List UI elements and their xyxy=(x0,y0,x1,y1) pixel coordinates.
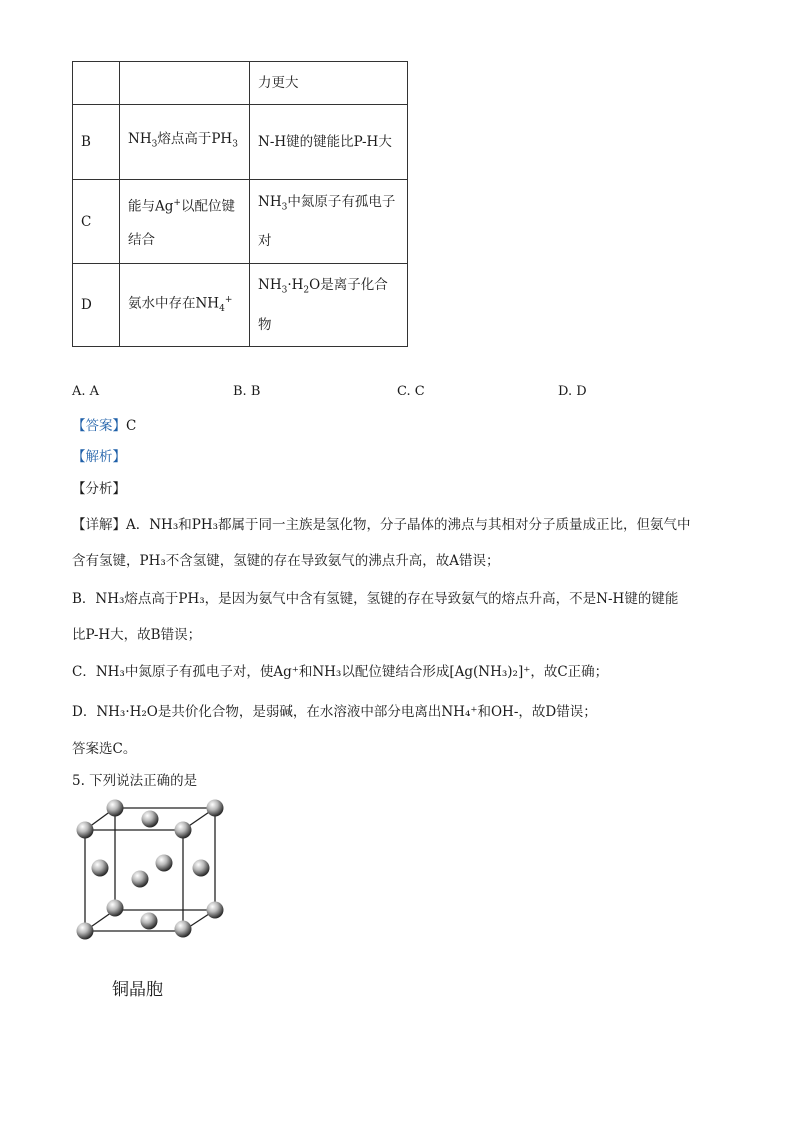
answer-choices xyxy=(72,384,672,402)
atom xyxy=(175,921,192,938)
choice-c: C. C xyxy=(397,384,425,399)
table-row xyxy=(73,62,408,105)
table-row xyxy=(73,264,408,347)
detail-line-1: 【详解】A．NH₃和PH₃都属于同一主族是氢化物，分子晶体的沸点与其相对分子质量成正比，但氨气中 xyxy=(72,517,691,533)
detail-line-6: D．NH₃·H₂O是共价化合物，是弱碱，在水溶液中部分电离出NH₄⁺和OH-，故D错误； xyxy=(72,704,597,720)
fenxi-label: 【分析】 xyxy=(72,481,126,497)
table-cell-fact: $NH_3$熔点高于$PH_3$ xyxy=(120,105,250,180)
table-cell-fact: 能与Ag+以配位键结合 xyxy=(120,180,250,264)
table-cell-fact xyxy=(120,62,250,105)
detail-line-3: B．NH₃熔点高于PH₃，是因为氨气中含有氢键，氢键的存在导致氨气的熔点升高，不是N-H键的键能 xyxy=(72,591,679,607)
atom xyxy=(77,822,94,839)
detail-conclusion: 答案选C。 xyxy=(72,741,137,757)
answer-label: 【答案】 xyxy=(72,418,126,434)
table-cell-fact: 氨水中存在$NH_4^+$ xyxy=(120,264,250,347)
detail-line-2: 含有氢键，PH₃不含氢键，氢键的存在导致氨气的沸点升高，故A错误； xyxy=(72,553,500,569)
atom xyxy=(107,800,124,817)
table-cell-letter xyxy=(73,62,120,105)
choice-b: B. B xyxy=(233,384,261,399)
atom xyxy=(107,900,124,917)
question-5: 5. 下列说法正确的是 xyxy=(72,773,198,789)
detail-line-5: C．NH₃中氮原子有孤电子对，使Ag⁺和NH₃以配位键结合形成[Ag(NH₃)₂]⁺，故C正确； xyxy=(72,664,609,680)
atom xyxy=(207,800,224,817)
atom xyxy=(175,822,192,839)
table-cell-letter: C xyxy=(73,180,120,264)
answer-value: C xyxy=(126,418,137,434)
atom xyxy=(141,913,158,930)
table-cell-reason: $NH_3$中氮原子有孤电子对 xyxy=(250,180,408,264)
table-row xyxy=(73,180,408,264)
table-cell-letter: B xyxy=(73,105,120,180)
atom xyxy=(132,871,149,888)
detail-label: 【详解】 xyxy=(72,517,126,533)
options-table xyxy=(72,61,408,347)
table-cell-reason: 力更大 xyxy=(250,62,408,105)
analysis-label: 【解析】 xyxy=(72,449,126,465)
table-row xyxy=(73,105,408,180)
table-cell-letter: D xyxy=(73,264,120,347)
answer-line xyxy=(72,414,136,434)
table-cell-reason: $NH_3\cdot H_2O$是离子化合物 xyxy=(250,264,408,347)
detail-line-4: 比P-H大，故B错误； xyxy=(72,627,202,643)
choice-a: A. A xyxy=(72,384,100,399)
copper-unit-cell-figure xyxy=(70,795,230,945)
atom xyxy=(156,855,173,872)
table-cell-reason: N-H键的键能比P-H大 xyxy=(250,105,408,180)
choice-d: D. D xyxy=(558,384,587,399)
atom xyxy=(92,860,109,877)
atom xyxy=(77,923,94,940)
atom xyxy=(193,860,210,877)
atom xyxy=(207,902,224,919)
atom xyxy=(142,811,159,828)
figure-caption: 铜晶胞 xyxy=(112,980,163,1000)
